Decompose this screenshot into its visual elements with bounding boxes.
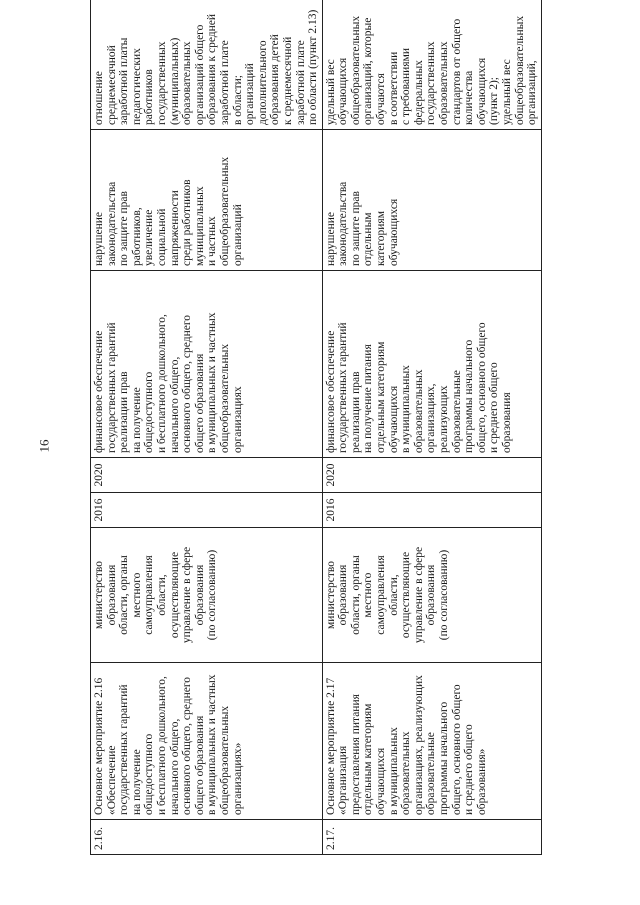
non-implementation-consequence: нарушение законодательства по защите прав работников, увеличение социальной напряженности среди работников муниципальных и частных общеобразовательных организаций [91,130,323,271]
table-row [322,0,541,855]
rotated-table-container [90,9,539,855]
measure-title: Основное мероприятие 2.16 «Обеспечение государственных гарантий на получение общедоступного и бесплатного дошкольного, начального общего, основного общего, среднего общего образования в муниципальных и частных общеобразовательных организациях» [91,663,323,820]
row-number: 2.17. [322,820,541,855]
expected-result: финансовое обеспечение государственных гарантий реализации прав на получение общедоступного и бесплатного дошкольного, начального общего, основного общего, среднего общего образования в муниципальных и частных общеобразовательных организациях [91,271,323,458]
related-indicator: удельный вес обучающихся общеобразовательных организаций, которые обучаются в соответствии с требованиями федеральных государственных образовательных стандартов от общего количества обучающихся (пункт 2); удельный вес общеобразовательных организаций, [322,0,541,130]
related-indicator: отношение среднемесячной заработной платы педагогических работников государственных (муниципальных) образовательных организаций общего образования к средней заработной плате в области; организаций дополнительного образования детей к среднемесячной заработной плате по области (пункт 2.13) [91,0,323,130]
expected-result: финансовое обеспечение государственных гарантий реализации прав на получение питания отдельным категориям обучающихся в муниципальных образовательных организациях, реализующих образовательные программы начального общего, основного общего и среднего общего образования [322,271,541,458]
table-row [91,0,323,855]
page-number: 16 [36,439,52,453]
executor: министерство образования области, органы местного самоуправления области, осуществляющие управление в сфере образования (по согласованию) [91,528,323,663]
end-year: 2020 [322,458,541,493]
measure-title: Основное мероприятие 2.17 «Организация предоставления питания отдельным категориям обучающихся в муниципальных образовательных организациях, реализующих образовательные программы начального общего, основного общего и среднего общего образования» [322,663,541,820]
program-measures-table [90,0,542,855]
end-year: 2020 [91,458,323,493]
executor: министерство образования области, органы местного самоуправления области, осуществляющие управление в сфере образования (по согласованию) [322,528,541,663]
row-number: 2.16. [91,820,323,855]
start-year: 2016 [91,493,323,528]
start-year: 2016 [322,493,541,528]
non-implementation-consequence: нарушение законодательства по защите прав отдельным категориям обучающихся [322,130,541,271]
